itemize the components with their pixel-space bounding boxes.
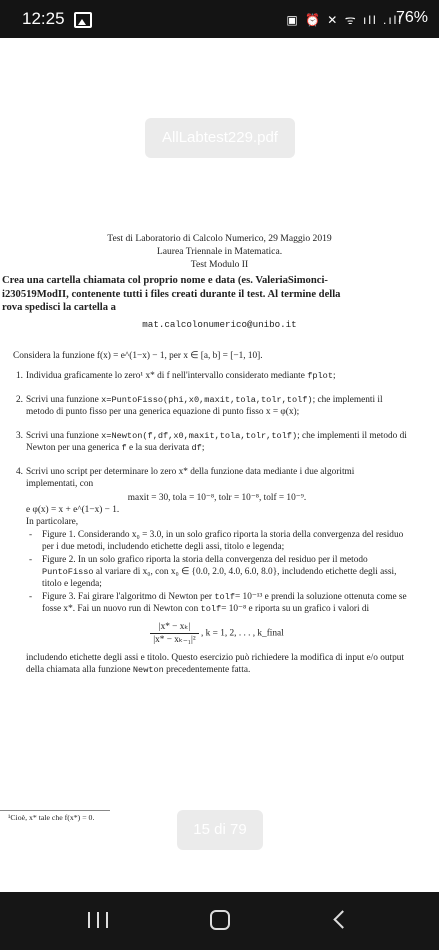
gallery-icon bbox=[74, 12, 92, 28]
home-icon[interactable] bbox=[210, 910, 230, 930]
fraction-denominator: |x* − xₖ₋₁|² bbox=[153, 635, 196, 645]
problem-statement: Considera la funzione f(x) = e^(1−x) − 1, per x ∈ [a, b] = [−1, 10]. bbox=[13, 351, 263, 361]
page-indicator: 15 di 79 bbox=[177, 810, 263, 850]
figure-1-task bbox=[26, 529, 408, 553]
filename-overlay: AllLabtest229.pdf bbox=[145, 118, 295, 158]
task-text: ; bbox=[333, 371, 336, 381]
task-item bbox=[13, 394, 408, 418]
task-text: ; che implementi il metodo di punto fisso per una generica equazione di punto fisso x = φ(x); bbox=[26, 395, 383, 417]
code-newton-ref: Newton bbox=[132, 665, 164, 675]
code-df: df bbox=[191, 443, 202, 453]
code-puntofisso: x=PuntoFisso(phi,x0,maxit,tola,tolr,tolf) bbox=[101, 395, 313, 405]
task-text: ; che implementi il metodo di Newton per una generica bbox=[26, 431, 407, 453]
task-text: Scrivi uno script per determinare lo zero x* della funzione data mediante i due algoritmi implementati, con bbox=[26, 467, 355, 489]
index-range: , k = 1, 2, . . . , k_final bbox=[201, 628, 284, 639]
task-item bbox=[13, 370, 408, 382]
code-f: f bbox=[121, 443, 127, 453]
instructions-line: Crea una cartella chiamata col proprio nome e data (es. ValeriaSimonci- bbox=[2, 275, 328, 286]
parameters-equation: maxit = 30, tola = 10⁻⁸, tolr = 10⁻⁸, tolf = 10⁻⁹. bbox=[127, 493, 307, 503]
figure-text: = 10⁻¹³ e prendi la soluzione ottenuta come se fosse x*. Fai un nuovo run di Newton con bbox=[42, 592, 407, 614]
instructions-line: i230519ModII, contenente tutti i files creati durante il test. Al termine della bbox=[2, 288, 341, 300]
status-bar bbox=[0, 0, 439, 38]
in-particolare: In particolare, bbox=[26, 517, 79, 527]
figure-text: Figure 1. Considerando x₀ = 3.0, in un solo grafico riporta la storia della convergenza del residuo per i due metodi, includendo etichette degli assi, titolo e legenda; bbox=[42, 530, 404, 552]
dash: - bbox=[29, 530, 33, 540]
recents-icon[interactable] bbox=[88, 912, 110, 928]
email-address: mat.calcolonumerico@unibo.it bbox=[142, 319, 297, 330]
exam-title: Test di Laboratorio di Calcolo Numerico, 29 Maggio 2019 bbox=[107, 233, 332, 244]
instructions-line: rova spedisci la cartella a bbox=[2, 302, 116, 314]
code-newton: x=Newton(f,df,x0,maxit,tola,tolr,tolf) bbox=[101, 431, 298, 441]
phi-definition: e φ(x) = x + e^(1−x) − 1. bbox=[26, 505, 120, 515]
task-number: 4. bbox=[16, 467, 23, 477]
dash: - bbox=[29, 555, 33, 565]
battery-level: 76% bbox=[395, 9, 428, 26]
task-number: 1. bbox=[16, 371, 23, 381]
fraction-numerator: |x* − xₖ| bbox=[150, 621, 198, 634]
exam-degree: Laurea Triennale in Matematica. bbox=[156, 246, 283, 257]
task-text: e la sua derivata bbox=[126, 443, 192, 453]
exam-module: Test Modulo II bbox=[190, 259, 249, 270]
task-text: ; bbox=[201, 443, 205, 453]
ratio-formula bbox=[26, 621, 408, 646]
back-icon[interactable] bbox=[333, 910, 351, 928]
pdf-page[interactable] bbox=[0, 38, 439, 892]
status-time: 12:25 bbox=[22, 9, 65, 28]
task-list bbox=[13, 370, 408, 688]
dash: - bbox=[29, 592, 33, 602]
closing-line: precedentemente fatta. bbox=[163, 665, 251, 675]
instructions bbox=[2, 274, 406, 315]
task-text: Individua graficamente lo zero¹ x* di f nell'intervallo considerato mediante bbox=[26, 371, 308, 381]
closing-text bbox=[26, 652, 408, 676]
figure-text: Figure 2. In un solo grafico riporta la storia della convergenza del residuo per il metodo bbox=[42, 555, 368, 565]
fraction bbox=[150, 621, 198, 646]
task-text: Scrivi una funzione bbox=[26, 395, 102, 405]
figure-text: = 10⁻⁸ e riporta su un grafico i valori di bbox=[221, 604, 370, 614]
figure-text: al variare di x₀, con x₀ ∈ {0.0, 2.0, 4.0, 6.0, 8.0}, includendo etichette degli assi, titolo e legenda; bbox=[42, 567, 397, 589]
status-icons: ▣ ⏰ ✕ ᯤ ıll .ıll bbox=[286, 13, 403, 27]
task-item bbox=[13, 430, 408, 454]
footnote-rule bbox=[0, 810, 110, 811]
code-tolf: tolf bbox=[214, 592, 235, 602]
task-text: Scrivi una funzione bbox=[26, 431, 102, 441]
task-number: 3. bbox=[16, 431, 23, 441]
navigation-bar bbox=[0, 892, 439, 950]
task-item bbox=[13, 466, 408, 676]
figure-3-task bbox=[26, 591, 408, 615]
task-number: 2. bbox=[16, 395, 23, 405]
code-puntofisso-ref: PuntoFisso bbox=[42, 567, 94, 577]
closing-line: includendo etichette degli assi e titolo. Questo esercizio può richiedere la modifica di input e/o output della chiamata alla funzione bbox=[26, 653, 404, 675]
footnote: ¹Cioè, x* tale che f(x*) = 0. bbox=[8, 813, 95, 822]
figure-2-task bbox=[26, 554, 408, 590]
code-tolf: tolf bbox=[200, 604, 222, 614]
figure-text: Figure 3. Fai girare l'algoritmo di Newton per bbox=[42, 592, 215, 602]
code-fplot: fplot bbox=[307, 371, 333, 381]
